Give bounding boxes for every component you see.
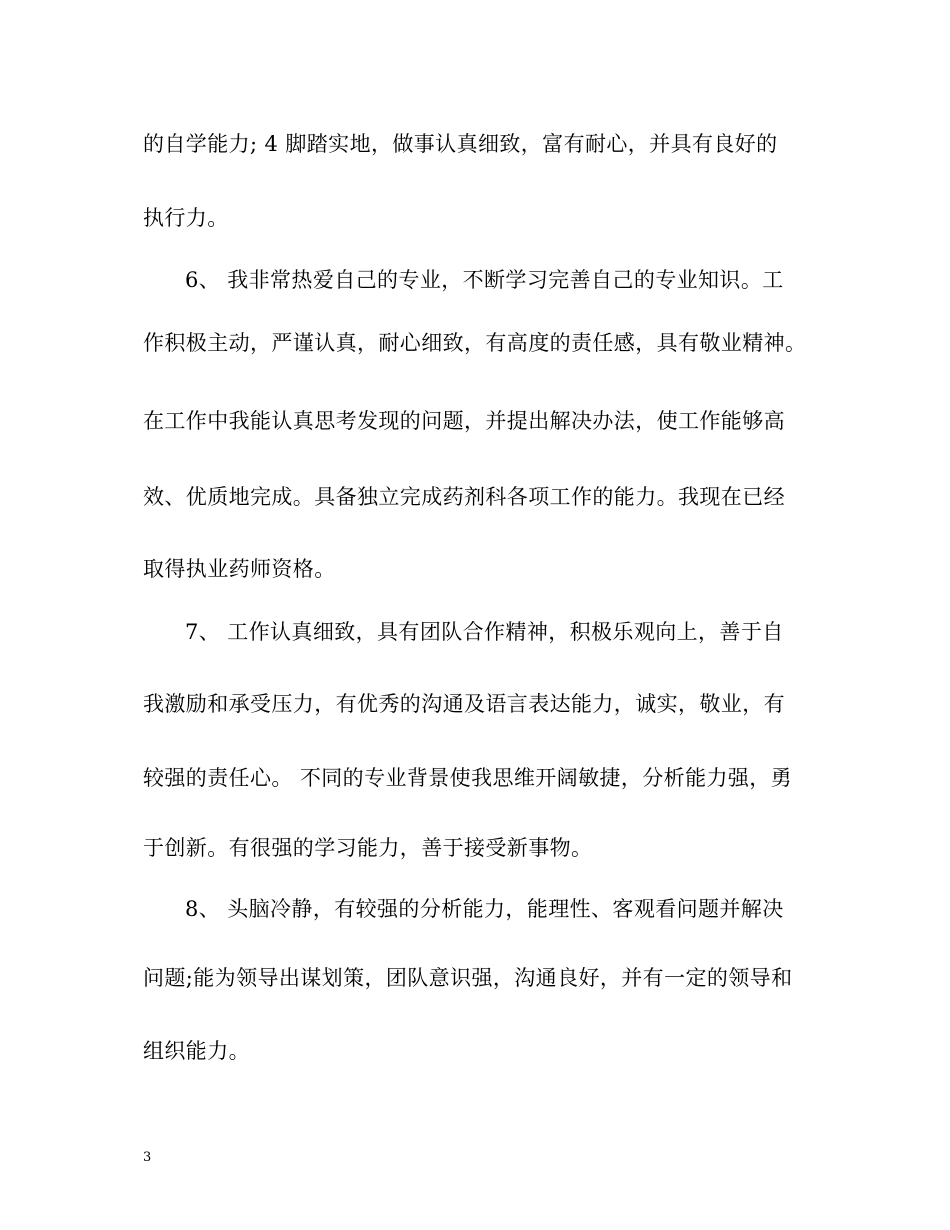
text-line: 执行力。 — [143, 206, 229, 230]
text-line: 于创新。有很强的学习能力，善于接受新事物。 — [143, 836, 593, 860]
list-item-8-start: 8、 头脑冷静，有较强的分析能力，能理性、客观看问题并解决 — [185, 897, 784, 921]
list-item-7-start: 7、 工作认真细致，具有团队合作精神，积极乐观向上，善于自 — [185, 620, 784, 644]
text-line: 取得执业药师资格。 — [143, 557, 336, 581]
text-line: 我激励和承受压力，有优秀的沟通及语言表达能力，诚实，敬业，有 — [143, 692, 785, 716]
text-line: 效、优质地完成。具备独立完成药剂科各项工作的能力。我现在已经 — [143, 485, 785, 509]
page-number: 3 — [143, 1150, 152, 1165]
text-line: 组织能力。 — [143, 1039, 250, 1063]
text-line: 较强的责任心。 不同的专业背景使我思维开阔敏捷，分析能力强，勇 — [143, 766, 793, 790]
text-line: 作积极主动，严谨认真，耐心细致，有高度的责任感，具有敬业精神。 — [143, 331, 807, 355]
text-line: 问题;能为领导出谋划策，团队意识强，沟通良好，并有一定的领导和 — [143, 966, 793, 990]
text-line: 在工作中我能认真思考发现的问题，并提出解决办法，使工作能够高 — [143, 409, 785, 433]
list-item-6-start: 6、 我非常热爱自己的专业，不断学习完善自己的专业知识。工 — [185, 268, 784, 292]
text-line: 的自学能力; 4 脚踏实地，做事认真细致，富有耐心，并具有良好的 — [143, 132, 778, 156]
